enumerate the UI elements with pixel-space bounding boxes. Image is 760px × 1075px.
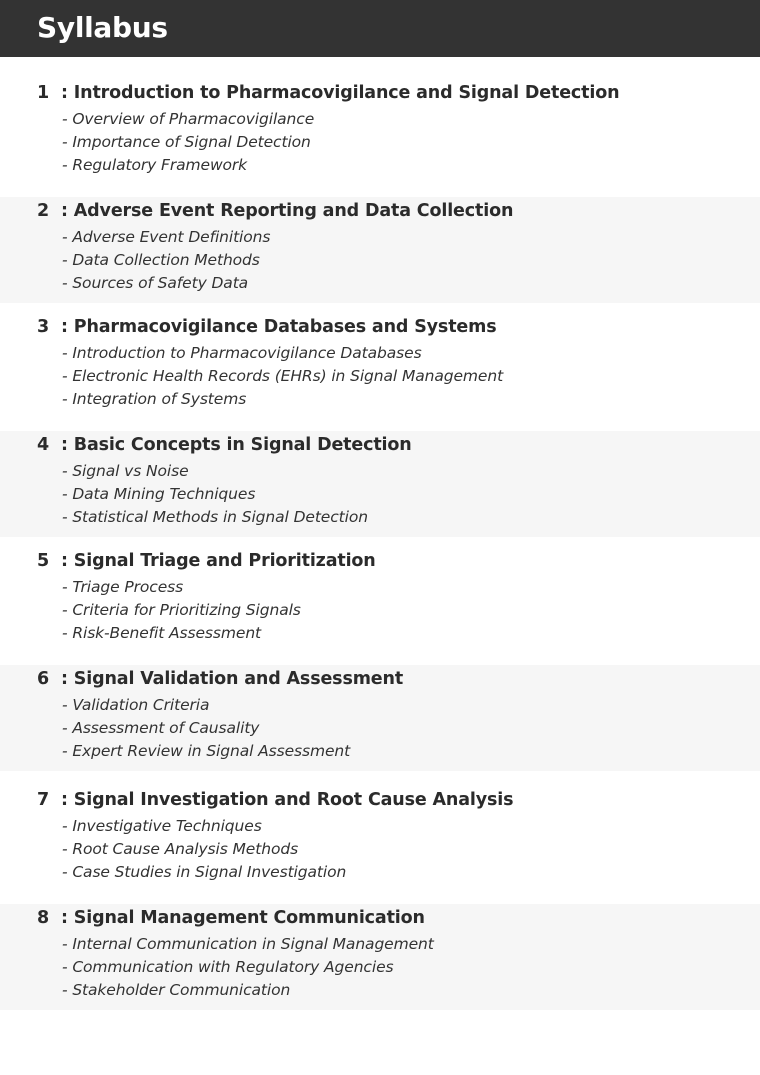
- topic-item: - Importance of Signal Detection: [62, 132, 311, 151]
- module-number: 1: [37, 83, 50, 103]
- module-heading: [37, 667, 403, 691]
- topic-item: - Electronic Health Records (EHRs) in Signal Management: [62, 366, 504, 385]
- syllabus-module-8: [0, 904, 760, 1010]
- topic-item: - Communication with Regulatory Agencies: [62, 957, 394, 976]
- module-title: : Adverse Event Reporting and Data Collection: [61, 201, 514, 221]
- module-heading: [37, 315, 496, 339]
- module-heading: [37, 549, 376, 573]
- page-header: [0, 0, 760, 57]
- topic-item: - Signal vs Noise: [62, 462, 189, 480]
- module-number: 7: [37, 790, 50, 810]
- topic-list: [62, 342, 503, 410]
- topic-item: - Criteria for Prioritizing Signals: [62, 600, 301, 619]
- module-heading: [37, 788, 513, 812]
- topic-list: [62, 108, 314, 176]
- topic-item: - Root Cause Analysis Methods: [62, 839, 299, 858]
- topic-item: - Stakeholder Communication: [62, 980, 291, 999]
- topic-list: [62, 694, 350, 762]
- module-title: : Signal Management Communication: [61, 908, 425, 928]
- topic-item: - Investigative Techniques: [62, 817, 262, 835]
- topic-list: [62, 460, 368, 528]
- topic-list: [62, 933, 434, 1001]
- topic-item: - Adverse Event Definitions: [62, 228, 271, 246]
- module-heading: [37, 81, 619, 105]
- topic-list: [62, 815, 346, 883]
- module-number: 6: [37, 669, 50, 689]
- module-title: : Signal Triage and Prioritization: [61, 551, 376, 571]
- module-heading: [37, 199, 513, 223]
- module-title: : Introduction to Pharmacovigilance and Signal Detection: [61, 83, 620, 103]
- module-number: 5: [37, 551, 50, 571]
- module-title: : Signal Investigation and Root Cause Analysis: [61, 790, 514, 810]
- topic-item: - Case Studies in Signal Investigation: [62, 862, 347, 881]
- topic-item: - Assessment of Causality: [62, 718, 260, 737]
- module-title: : Signal Validation and Assessment: [61, 669, 404, 689]
- syllabus-module-4: [0, 431, 760, 537]
- topic-item: - Validation Criteria: [62, 696, 210, 714]
- topic-item: - Sources of Safety Data: [62, 273, 249, 292]
- syllabus-module-5: [0, 537, 760, 665]
- syllabus-module-7: [0, 771, 760, 904]
- topic-list: [62, 226, 270, 294]
- syllabus-module-3: [0, 303, 760, 431]
- module-number: 3: [37, 317, 50, 337]
- topic-item: - Data Collection Methods: [62, 250, 260, 269]
- syllabus-module-6: [0, 665, 760, 771]
- module-number: 4: [37, 435, 50, 455]
- topic-item: - Regulatory Framework: [62, 155, 248, 174]
- page-title: Syllabus: [37, 11, 168, 44]
- topic-item: - Data Mining Techniques: [62, 484, 256, 503]
- topic-item: - Statistical Methods in Signal Detection: [62, 507, 368, 526]
- topic-list: [62, 576, 301, 644]
- syllabus-module-2: [0, 197, 760, 303]
- module-heading: [37, 906, 425, 930]
- module-title: : Pharmacovigilance Databases and Systems: [61, 317, 497, 337]
- topic-item: - Internal Communication in Signal Management: [62, 935, 434, 953]
- topic-item: - Overview of Pharmacovigilance: [62, 110, 315, 128]
- module-title: : Basic Concepts in Signal Detection: [61, 435, 412, 455]
- topic-item: - Risk-Benefit Assessment: [62, 623, 262, 642]
- module-number: 2: [37, 201, 50, 221]
- topic-item: - Expert Review in Signal Assessment: [62, 741, 351, 760]
- syllabus-module-1: [0, 57, 760, 197]
- module-number: 8: [37, 908, 50, 928]
- topic-item: - Integration of Systems: [62, 389, 247, 408]
- topic-item: - Triage Process: [62, 578, 184, 596]
- topic-item: - Introduction to Pharmacovigilance Databases: [62, 344, 422, 362]
- module-heading: [37, 433, 412, 457]
